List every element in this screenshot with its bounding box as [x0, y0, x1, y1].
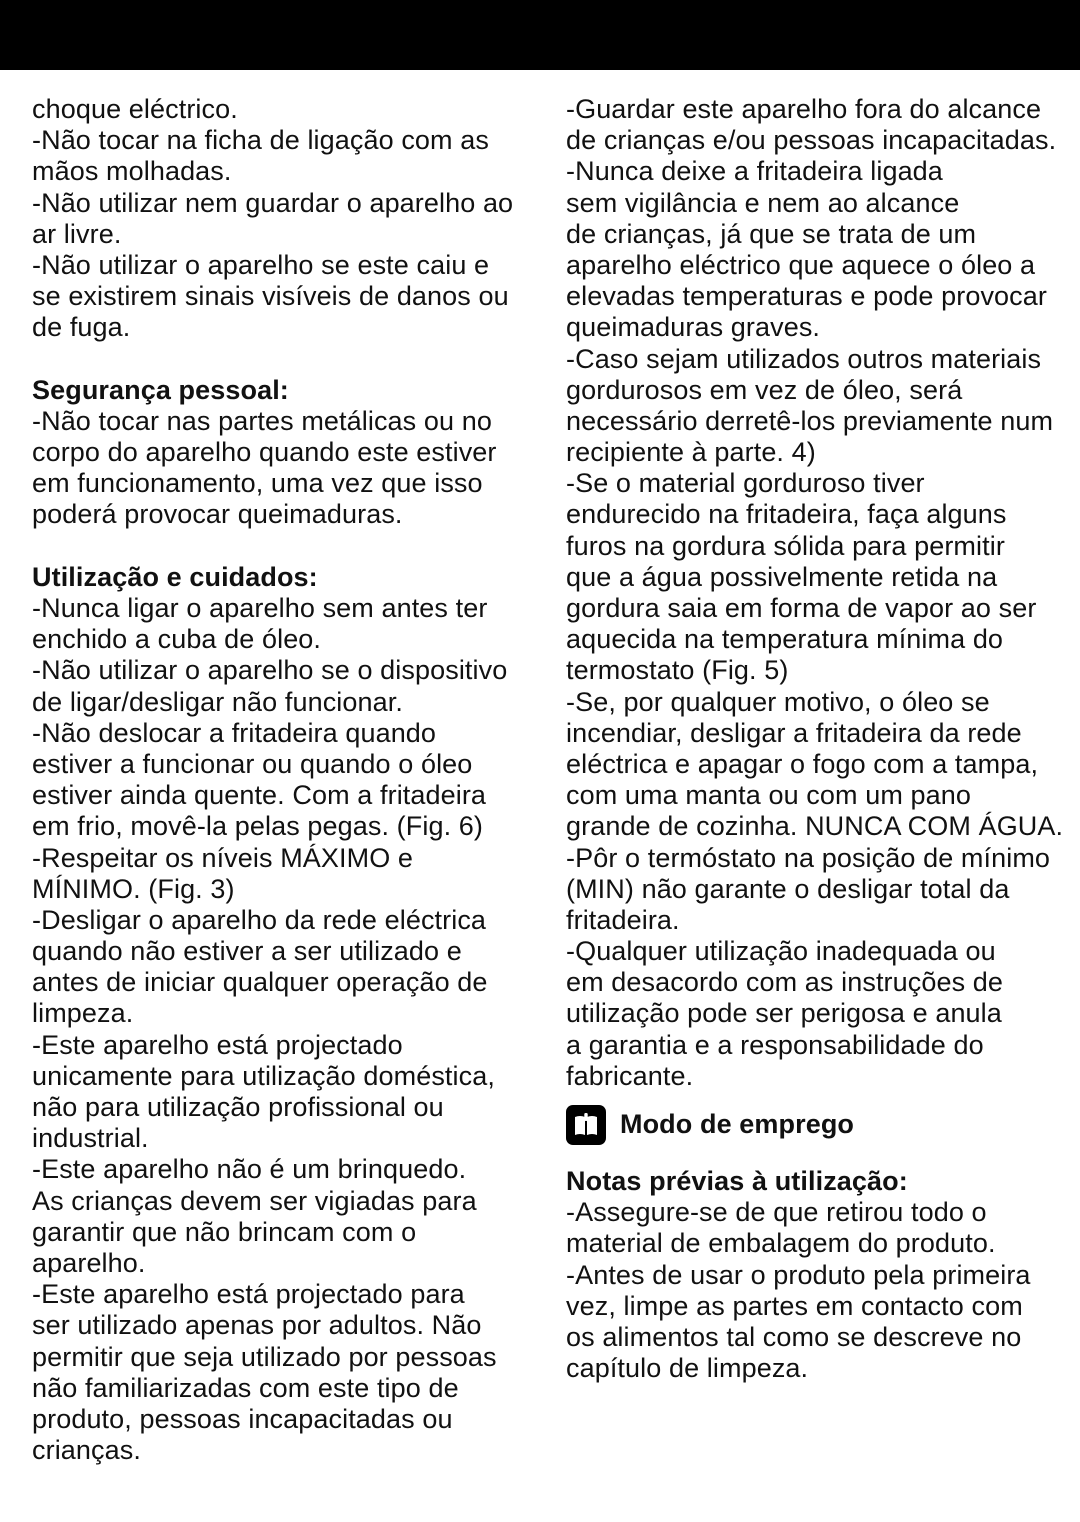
right-column — [566, 94, 1066, 1384]
text-line: -Se o material gorduroso tiver — [566, 468, 925, 499]
preliminary-notes-section — [566, 1166, 1066, 1384]
text-line: aquecida na temperatura mínima do — [566, 624, 1004, 655]
spacer — [32, 344, 532, 375]
text-line: garantir que não brincam com o — [32, 1216, 417, 1247]
text-line: enchido a cuba de óleo. — [32, 624, 322, 655]
personal-safety-section — [32, 375, 532, 531]
intro-paragraph — [566, 94, 1066, 1092]
text-line: -Este aparelho está projectado para — [32, 1279, 465, 1310]
text-line: poderá provocar queimaduras. — [32, 499, 403, 530]
text-line: estiver ainda quente. Com a fritadeira — [32, 780, 487, 811]
text-line: (MIN) não garante o desligar total da — [566, 873, 1010, 904]
usage-section-title: Modo de emprego — [620, 1109, 855, 1140]
text-line: -Se, por qualquer motivo, o óleo se — [566, 686, 990, 717]
text-line: limpeza. — [32, 998, 134, 1029]
text-line: -Não utilizar o aparelho se o dispositivo — [32, 655, 508, 686]
text-line: mãos molhadas. — [32, 156, 232, 187]
text-line: fritadeira. — [566, 904, 680, 935]
text-line: endurecido na fritadeira, faça alguns — [566, 499, 1007, 530]
text-line: utilização pode ser perigosa e anula — [566, 998, 1002, 1029]
text-line: -Nunca deixe a fritadeira ligada — [566, 156, 943, 187]
text-line: corpo do aparelho quando este estiver — [32, 437, 497, 468]
text-line: de crianças e/ou pessoas incapacitadas. — [566, 125, 1057, 156]
instruction-manual-icon — [566, 1105, 606, 1145]
text-line: em desacordo com as instruções de — [566, 967, 1004, 998]
text-line: recipiente à parte. 4) — [566, 437, 816, 468]
text-line: estiver a funcionar ou quando o óleo — [32, 748, 473, 779]
text-line: -Este aparelho está projectado — [32, 1029, 403, 1060]
text-line: -Não tocar nas partes metálicas ou no — [32, 405, 492, 436]
use-and-care-heading: Utilização e cuidados: — [32, 561, 318, 592]
text-line: furos na gordura sólida para permitir — [566, 530, 1005, 561]
text-line: gordurosos em vez de óleo, será — [566, 374, 963, 405]
text-line: que a água possivelmente retida na — [566, 561, 998, 592]
text-line: material de embalagem do produto. — [566, 1228, 996, 1259]
text-line: -Antes de usar o produto pela primeira — [566, 1259, 1031, 1290]
text-line: não familiarizadas com este tipo de — [32, 1372, 459, 1403]
text-line: -Não deslocar a fritadeira quando — [32, 717, 437, 748]
text-line: com uma manta ou com um pano — [566, 780, 971, 811]
text-line: -Não utilizar o aparelho se este caiu e — [32, 249, 490, 280]
text-line: antes de iniciar qualquer operação de — [32, 967, 488, 998]
text-line: de crianças, já que se trata de um — [566, 218, 977, 249]
text-line: choque eléctrico. — [32, 94, 238, 124]
text-line: -Este aparelho não é um brinquedo. — [32, 1154, 467, 1185]
text-line: se existirem sinais visíveis de danos ou — [32, 281, 509, 312]
text-line: industrial. — [32, 1123, 149, 1154]
header-bar — [0, 0, 1080, 70]
text-line: queimaduras graves. — [566, 312, 821, 343]
text-line: -Nunca ligar o aparelho sem antes ter — [32, 593, 488, 623]
preliminary-notes-heading: Notas prévias à utilização: — [566, 1166, 908, 1196]
text-line: ar livre. — [32, 218, 122, 249]
text-line: crianças. — [32, 1435, 141, 1466]
text-line: -Assegure-se de que retirou todo o — [566, 1197, 987, 1228]
text-line: permitir que seja utilizado por pessoas — [32, 1341, 497, 1372]
text-line: -Pôr o termóstato na posição de mínimo — [566, 842, 1051, 873]
text-line: -Caso sejam utilizados outros materiais — [566, 343, 1042, 374]
usage-section-header — [566, 1096, 1066, 1154]
text-line: gordura saia em forma de vapor ao ser — [566, 593, 1037, 623]
text-line: a garantia e a responsabilidade do — [566, 1029, 984, 1060]
text-line: capítulo de limpeza. — [566, 1353, 809, 1384]
text-line: quando não estiver a ser utilizado e — [32, 936, 462, 967]
text-line: unicamente para utilização doméstica, — [32, 1060, 495, 1091]
personal-safety-heading: Segurança pessoal: — [32, 374, 289, 405]
text-line: -Qualquer utilização inadequada ou — [566, 936, 996, 967]
text-line: elevadas temperaturas e pode provocar — [566, 281, 1047, 312]
text-line: aparelho. — [32, 1247, 146, 1278]
text-line: de ligar/desligar não funcionar. — [32, 686, 403, 717]
text-line: eléctrica e apagar o fogo com a tampa, — [566, 748, 1039, 779]
text-line: -Não utilizar nem guardar o aparelho ao — [32, 187, 514, 218]
text-line: os alimentos tal como se descreve no — [566, 1321, 1022, 1352]
text-line: -Guardar este aparelho fora do alcance — [566, 94, 1042, 124]
text-line: necessário derretê-los previamente num — [566, 405, 1054, 436]
text-line: em funcionamento, uma vez que isso — [32, 468, 483, 499]
left-column — [32, 94, 532, 1466]
text-line: -Desligar o aparelho da rede eléctrica — [32, 904, 487, 935]
text-line: termostato (Fig. 5) — [566, 655, 789, 686]
spacer — [566, 1158, 1066, 1166]
text-line: não para utilização profissional ou — [32, 1092, 444, 1122]
text-line: sem vigilância e nem ao alcance — [566, 187, 960, 218]
text-line: produto, pessoas incapacitadas ou — [32, 1403, 453, 1434]
use-and-care-section — [32, 562, 532, 1466]
text-line: As crianças devem ser vigiadas para — [32, 1185, 477, 1216]
spacer — [32, 531, 532, 562]
text-line: fabricante. — [566, 1060, 694, 1091]
text-line: incendiar, desligar a fritadeira da rede — [566, 717, 1022, 748]
intro-paragraph — [32, 94, 532, 344]
text-line: grande de cozinha. NUNCA COM ÁGUA. — [566, 811, 1064, 842]
text-line: ser utilizado apenas por adultos. Não — [32, 1310, 482, 1341]
text-line: de fuga. — [32, 312, 131, 343]
text-line: -Não tocar na ficha de ligação com as — [32, 125, 489, 156]
text-line: MÍNIMO. (Fig. 3) — [32, 873, 235, 904]
text-line: em frio, movê-la pelas pegas. (Fig. 6) — [32, 811, 483, 842]
text-line: -Respeitar os níveis MÁXIMO e — [32, 842, 414, 873]
text-line: vez, limpe as partes em contacto com — [566, 1290, 1023, 1321]
text-line: aparelho eléctrico que aquece o óleo a — [566, 249, 1036, 280]
